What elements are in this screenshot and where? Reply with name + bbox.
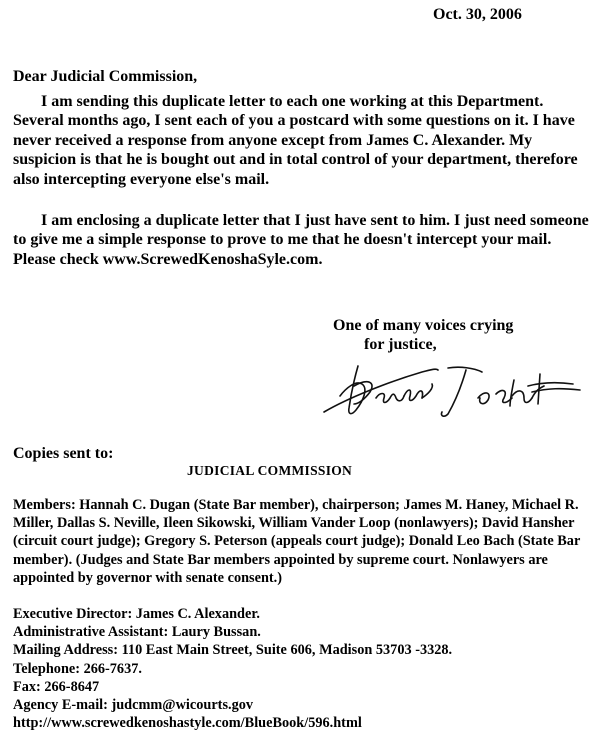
fax: Fax: 266-8647 xyxy=(13,678,100,695)
contact-info xyxy=(13,605,595,732)
commission-title: JUDICIAL COMMISSION xyxy=(187,463,353,478)
letter-paragraph-2: I am enclosing a duplicate letter that I just have sent to him. I just need someone to give me a simple response to prove to me that he doesn't intercept your mail. Please check www.ScrewedKenoshaSyle.com. xyxy=(13,212,589,268)
telephone: Telephone: 266-7637. xyxy=(13,660,142,677)
letter-date: Oct. 30, 2006 xyxy=(433,6,522,23)
closing-line-1: One of many voices crying xyxy=(333,317,514,334)
mailing-address: Mailing Address: 110 East Main Street, Suite 606, Madison 53703 -3328. xyxy=(13,642,453,659)
bluebook-url: http://www.screwedkenoshastyle.com/BlueBook/596.html xyxy=(13,715,362,732)
executive-director: Executive Director: James C. Alexander. xyxy=(13,606,260,622)
handwritten-signature xyxy=(318,358,583,420)
closing xyxy=(333,316,513,355)
closing-line-2: for justice, xyxy=(364,336,437,354)
letter-paragraph-1: I am sending this duplicate letter to each one working at this Department. Several months ago, I sent each of you a postcard with some questions on it. I have never received a response from anyone except from James C. Alexander. My suspicion is that he is bought out and in total control of your department, therefore also intercepting everyone else's mail. xyxy=(13,93,578,188)
administrative-assistant: Administrative Assistant: Laury Bussan. xyxy=(13,624,261,641)
agency-email: Agency E-mail: judcmm@wicourts.gov xyxy=(13,697,254,714)
salutation: Dear Judicial Commission, xyxy=(13,68,198,85)
commission-members: Members: Hannah C. Dugan (State Bar member), chairperson; James M. Haney, Michael R. Miller, Dallas S. Neville, Ileen Sikowski, William Vander Loop (nonlawyers); David Hansher (circuit court judge); Gregory S. Peterson (appeals court judge); Donald Leo Bach (State Bar member). (Judges and State Bar members appointed by supreme court. Nonlawyers are appointed by governor with senate consent.) xyxy=(13,497,581,586)
copies-heading: Copies sent to: xyxy=(13,445,114,462)
